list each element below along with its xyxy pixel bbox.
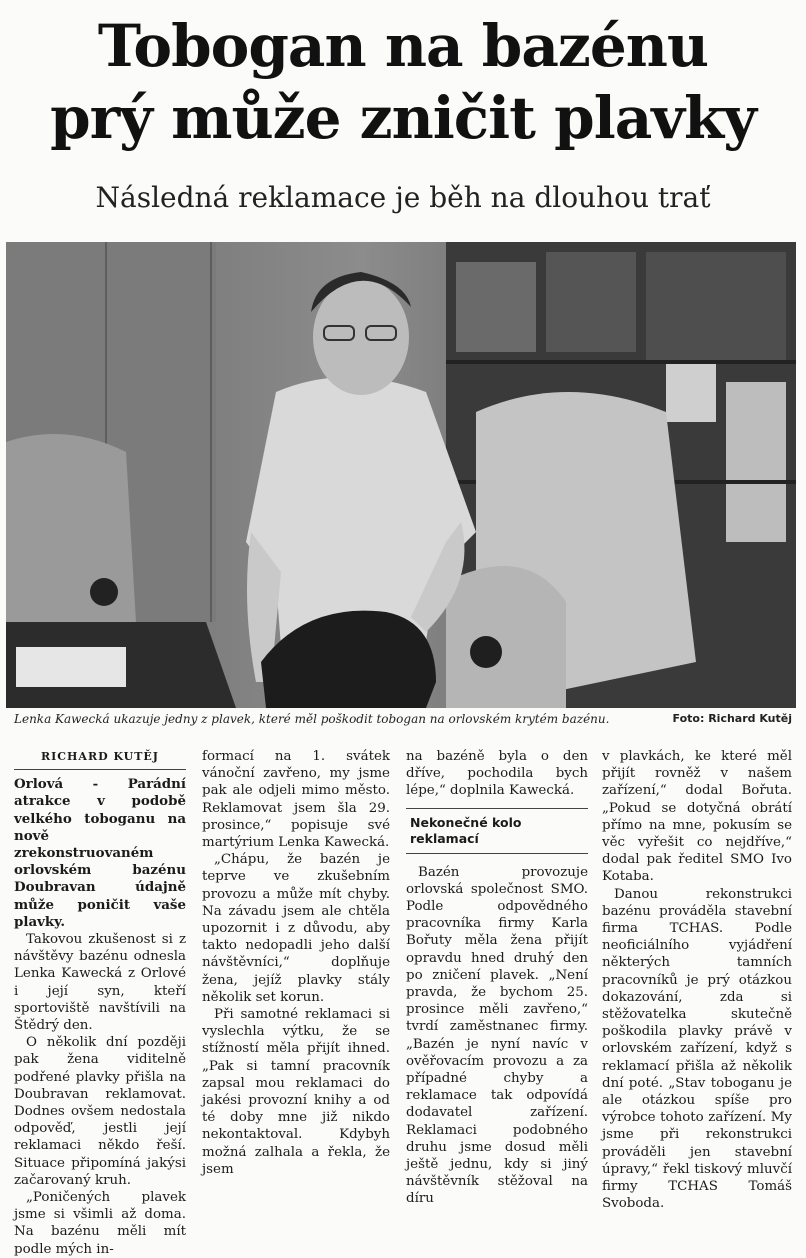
article-paragraph: „Poničených plavek jsme si všimli až doma. Na bazénu měli mít podle mých in- — [14, 1190, 186, 1257]
article-paragraph: v plavkách, ke které měl přijít rovněž v našem zařízení,“ dodal Bořuta. „Pokud se dotyčná obrátí přímo na mne, pokusím se věc vyřešit co nejdříve,“ dodal pak ředitel SMO Ivo Kotaba. — [602, 749, 792, 885]
article-lead-text: - Parádní atrakce v podobě velkého toboganu na nově zrekonstruovaném orlovském bazénu Doubravan údajně může poničit vaše plavky. — [14, 776, 186, 930]
article-paragraph: Při samotné reklamaci si vyslechla výtku, že se stížností měla přijít ihned. „Pak si tamní pracovník zapsal mou reklamaci do jakési provozní knihy a od té doby mne již nikdo nekontaktoval. Kdybyh možná zalhala a řekla, že jsem — [202, 1007, 390, 1177]
headline-line-1: Tobogan na bazénu — [97, 12, 709, 80]
article-paragraph: O několik dní později pak žena viditelně podřené plavky přišla na Doubravan reklamovat. Dodnes ovšem nedostala odpověď, jestli její reklamaci někdo řeší. Situace připomíná jakýsi začarovaný kruh. — [14, 1035, 186, 1188]
article-column-2 — [202, 748, 390, 1178]
section-heading: Nekonečné kolo reklamací — [406, 808, 588, 854]
article-lead-place: Orlová — [14, 776, 64, 793]
article-column-1 — [14, 748, 186, 1258]
photo-credit: Foto: Richard Kutěj — [672, 712, 792, 725]
article-paragraph: formací na 1. svátek vánoční zavřeno, my jsme pak ale odjeli mimo město. Reklamovat jsem šla 29. prosince,“ popisuje své martýrium Lenka Kawecká. — [202, 749, 390, 851]
article-photo — [6, 242, 796, 708]
article-column-3 — [406, 748, 588, 1208]
article-byline: RICHARD KUTĚJ — [14, 748, 186, 770]
photo-caption: Lenka Kawecká ukazuje jedny z plavek, které měl poškodit tobogan na orlovském krytém bazénu. — [14, 712, 610, 726]
article-paragraph: Bazén provozuje orlovská společnost SMO. Podle odpovědného pracovníka firmy Karla Bořuty měla žena přijít opravdu hned druhý den po zničení plavek. „Není pravda, že bychom 25. prosince měli zavřeno,“ tvrdí zaměstnanec firmy. „Bazén je nyní navíc v ověřovacím provozu a za případné chyby a reklamace tak odpovídá dodavatel zařízení. Reklamaci podobného druhu jsme dosud měli ještě jednu, kdy si jiný návštěvník stěžoval na díru — [406, 864, 588, 1207]
article-column-4 — [602, 748, 792, 1212]
article-paragraph: Takovou zkušenost si z návštěvy bazénu odnesla Lenka Kawecká z Orlové i její syn, kteří sportoviště navštívili na Štědrý den. — [14, 932, 186, 1034]
photo-illustration — [6, 242, 796, 708]
article-paragraph: Danou rekonstrukci bazénu prováděla stavební firma TCHAS. Podle neoficiálního vyjádření některých tamních pracovníků je prý otázkou dokazování, zda si stěžovatelka skutečně poškodila plavky právě v orlovském zařízení, když s reklamací přišla až několik dní poté. „Stav toboganu je ale otázkou spíše pro výrobce tohoto zařízení. My jsme při rekonstrukci prováděli jen stavební úpravy,“ řekl tiskový mluvčí firmy TCHAS Tomáš Svoboda. — [602, 886, 792, 1212]
article-paragraph: na bazéně byla o den dříve, pochodila bych lépe,“ doplnila Kawecká. — [406, 749, 588, 799]
article-lead — [14, 776, 186, 931]
subtitle: Následná reklamace je běh na dlouhou trať — [95, 181, 711, 214]
article-paragraph: „Chápu, že bazén je teprve ve zkušebním provozu a může mít chyby. Na závadu jsem ale chtěla upozornit i z důvodu, aby takto nedopadli jeho další návštěvníci,“ doplňuje žena, jejíž plavky stály několik set korun. — [202, 852, 390, 1005]
headline-line-2: prý může zničit plavky — [50, 84, 756, 152]
